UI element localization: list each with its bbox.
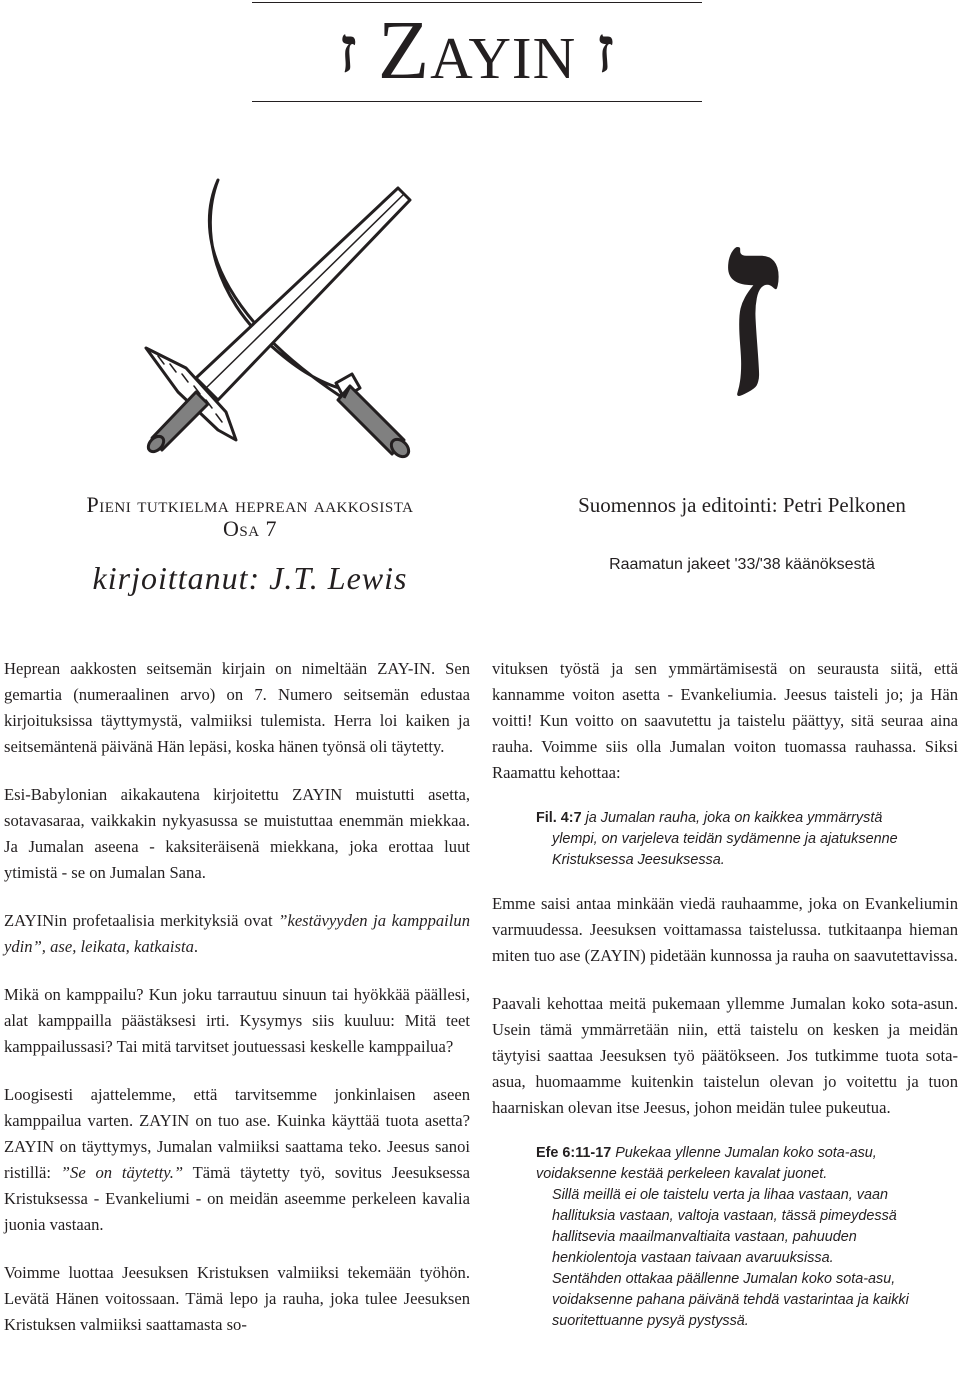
author-line: kirjoittanut: J.T. Lewis	[92, 560, 408, 596]
right-paragraph-3: Paavali kehottaa meitä pukemaan yllemme Jumalan koko sota-asun. Usein tämä ymmärretään niin, että taistelu on kesken ja meidän täytyisi saattaa Jeesuksen työ päätökseen. Jos tutkimme tuota sota-asua, huomaamme kuitenkin taistelun olevan jo voitettu ja tuon haarniskan olevan itse Jeesus, johon meidän tulee pukeutua.	[492, 994, 958, 1117]
subtitle-line2: Osa 7	[222, 516, 278, 541]
right-paragraph-2: Emme saisi antaa minkään viedä rauhaamme, joka on Evankeliumin varmuudessa. Jeesuksen voittamassa taistelussa. tutkitaanpa hieman miten tuo ase (ZAYIN) pidetään kunnossa ja rauha on saavutettavissa.	[492, 894, 958, 965]
sword-and-sickle-illustration	[118, 178, 458, 478]
title-hebrew-right: ז	[596, 12, 616, 88]
subtitle-line1: Pieni tutkielma heprean aakkosista	[86, 492, 414, 517]
verse-ephesians-line1: Pukekaa yllenne Jumalan koko sota-asu, voidaksenne kestää perkeleen kavalat juonet.	[536, 1145, 877, 1182]
right-paragraph-1: vituksen työstä ja sen ymmärtämisestä on seurausta siitä, että kannamme voiton asetta - Evankeliumia. Jeesus taisteli jo; ja Hän voitti! Kun voitto on saavutettu ja taistelu päättyy, sitä seuraa aina rauha. Voimme siis olla Jumalan voiton tuomassa rauhassa. Siksi Raamattu kehottaa:	[492, 659, 958, 782]
left-paragraph-5-start: Loogisesti ajattelemme, että tarvitsemme jonkinlaisen aseen kamppailua varten. ZAYIN on tuo ase. Kuinka käyttää tuota asetta? ZAYIN on täyttymys, Jumalan valmiiksi saattama teko. Jeesus sanoi ristillä:	[4, 1085, 470, 1182]
left-paragraph-3-intro: ZAYINin profetaalisia merkityksiä ovat	[4, 911, 279, 930]
translator-credit: Suomennos ja editointi: Petri Pelkonen	[578, 493, 906, 517]
verse-philippians-line2: ylempi, on varjeleva teidän sydämenne ja ajatuksenne Kristuksessa Jeesuksessa.	[552, 831, 898, 868]
bottom-rule	[252, 101, 702, 102]
right-column	[492, 656, 958, 1352]
verse-ephesians	[492, 1143, 932, 1332]
verse-philippians-ref: Fil. 4:7	[536, 810, 582, 826]
verse-ephesians-line3: Sentähden ottakaa päällenne Jumalan koko sota-asu, voidaksenne pahana päivänä tehdä vastarintaa ja kaikki suoritettuanne pysyä pystyssä.	[552, 1271, 909, 1329]
title-word: Zayin	[377, 3, 577, 97]
left-paragraph-4: Mikä on kamppailu? Kun joku tarrautuu sinuun tai hyökkää päällesi, alat kamppailla päästäksesi irti. Kysymys siis kuuluu: Mitä teet kamppailussasi? Tai mitä tarvitset joutuessasi keskelle kamppailua?	[4, 985, 470, 1056]
verse-philippians	[492, 808, 956, 871]
left-paragraph-5-end: Tämä täytetty työ, sovitus Jeesuksessa Kristuksessa - Evankeliumi - on meidän aseemme perkeleen kavalia juonia vastaan.	[4, 1163, 470, 1234]
title-hebrew-left: ז	[338, 12, 358, 88]
left-paragraph-1: Heprean aakkosten seitsemän kirjain on nimeltään ZAY-IN. Sen gemartia (numeraalinen arvo) on 7. Numero seitsemän edustaa kirjoituksissa täyttymystä, valmiiksi tulemista. Herra loi kaiken ja seitsemäntenä päivänä Hän lepäsi, koska hänen työnsä oli täytetty.	[4, 659, 470, 756]
left-paragraph-3-meanings: ”kestävyyden ja kamppailun ydin”, ase, leikata, katkaista	[4, 911, 470, 956]
left-paragraph-6: Voimme luottaa Jeesuksen Kristuksen valmiiksi tekemään työhön. Levätä Hänen voitossaan. Tämä lepo ja rauha, joka tulee Jeesuksen Kristuksen valmiiksi saattamasta so-	[4, 1263, 470, 1334]
bible-source-credit: Raamatun jakeet '33/'38 käänöksestä	[609, 556, 875, 573]
left-paragraph-2: Esi-Babylonian aikakautena kirjoitettu ZAYIN muistutti asetta, sotavasaraa, vaikkakin nykyasussa se muistuttaa enemmän miekkaa. Ja Jumalan aseena - kaksiteräisenä miekkana, joka erottaa luut ytimistä - se on Jumalan Sana.	[4, 785, 470, 882]
large-zayin-letter: ז	[715, 159, 785, 453]
page-title	[252, 2, 702, 98]
left-column	[4, 656, 470, 1360]
verse-philippians-line1: ja Jumalan rauha, joka on kaikkea ymmärrystä	[581, 810, 883, 826]
left-paragraph-5-quote: ”Se on täytetty.”	[60, 1163, 184, 1182]
left-paragraph-3-end: .	[193, 937, 199, 956]
left-paragraph-5	[4, 1082, 470, 1238]
left-paragraph-3	[4, 908, 470, 960]
verse-ephesians-line2: Sillä meillä ei ole taistelu verta ja lihaa vastaan, vaan hallituksia vastaan, valtoja vastaan, tässä pimeydessä hallitsevia maailmanvaltiaita vastaan, pahuuden henkiolentoja vastaan taivaan avaruuksissa.	[552, 1187, 897, 1266]
verse-ephesians-ref: Efe 6:11-17	[536, 1145, 612, 1161]
